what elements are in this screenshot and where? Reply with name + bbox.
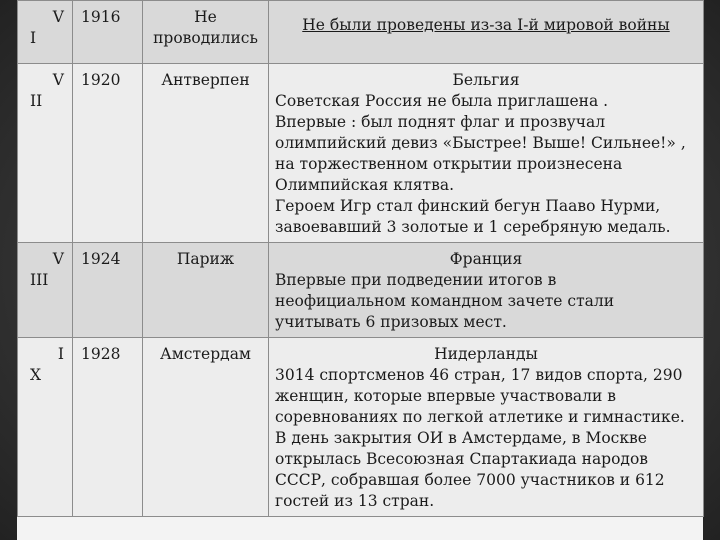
- city-cell: Не проводились: [143, 1, 269, 64]
- row-header-text: Не были проведены из-за I-й мировой войны: [302, 16, 670, 34]
- description-cell: [269, 64, 704, 243]
- description-line: олимпийский девиз «Быстрее! Выше! Сильнее!» ,: [275, 134, 686, 152]
- games-number-cell: [18, 338, 73, 517]
- city-cell: Антверпен: [143, 64, 269, 243]
- description-cell: [269, 243, 704, 338]
- games-number-bottom: X: [30, 366, 42, 384]
- description-cell: [269, 1, 704, 64]
- games-number-cell: [18, 243, 73, 338]
- games-number-top: V: [52, 8, 64, 26]
- description-line: открылась Всесоюзная Спартакиада народов: [275, 450, 649, 468]
- description-line: гостей из 13 стран.: [275, 492, 435, 510]
- city-cell: Париж: [143, 243, 269, 338]
- country-label: Франция: [449, 250, 523, 268]
- games-number-top: I: [57, 345, 64, 363]
- table-row: [18, 1, 704, 64]
- description-line: женщин, которые впервые участвовали в: [275, 387, 617, 405]
- games-number-bottom: III: [30, 271, 49, 289]
- description-line: Советская Россия не была приглашена .: [275, 92, 609, 110]
- table-row: [18, 64, 704, 243]
- year-cell: 1920: [73, 64, 143, 243]
- description-line: Героем Игр стал финский бегун Пааво Нурми,: [275, 197, 661, 215]
- year-cell: 1916: [73, 1, 143, 64]
- description-line: Впервые : был поднят флаг и прозвучал: [275, 113, 606, 131]
- games-number-bottom: I: [30, 29, 37, 47]
- year-cell: 1924: [73, 243, 143, 338]
- table-row: [18, 243, 704, 338]
- city-cell: Амстердам: [143, 338, 269, 517]
- description-line: СССР, собравшая более 7000 участников и 612: [275, 471, 665, 489]
- description-cell: [269, 338, 704, 517]
- country-label: Нидерланды: [434, 345, 538, 363]
- country-label: Бельгия: [452, 71, 520, 89]
- description-line: 3014 спортсменов 46 стран, 17 видов спорта, 290: [275, 366, 683, 384]
- games-number-bottom: II: [30, 92, 43, 110]
- games-number-cell: [18, 1, 73, 64]
- description-line: Впервые при подведении итогов в: [275, 271, 557, 289]
- games-number-top: V: [52, 250, 64, 268]
- description-line: на торжественном открытии произнесена: [275, 155, 623, 173]
- year-cell: 1928: [73, 338, 143, 517]
- table-row: [18, 338, 704, 517]
- games-number-top: V: [52, 71, 64, 89]
- olympics-table: [17, 0, 704, 517]
- description-line: В день закрытия ОИ в Амстердаме, в Москве: [275, 429, 647, 447]
- description-line: неофициальном командном зачете стали: [275, 292, 615, 310]
- description-line: Олимпийская клятва.: [275, 176, 455, 194]
- description-line: учитывать 6 призовых мест.: [275, 313, 507, 331]
- description-line: соревнованиях по легкой атлетике и гимнастике.: [275, 408, 685, 426]
- description-line: завоевавший 3 золотые и 1 серебряную медаль.: [275, 218, 671, 236]
- games-number-cell: [18, 64, 73, 243]
